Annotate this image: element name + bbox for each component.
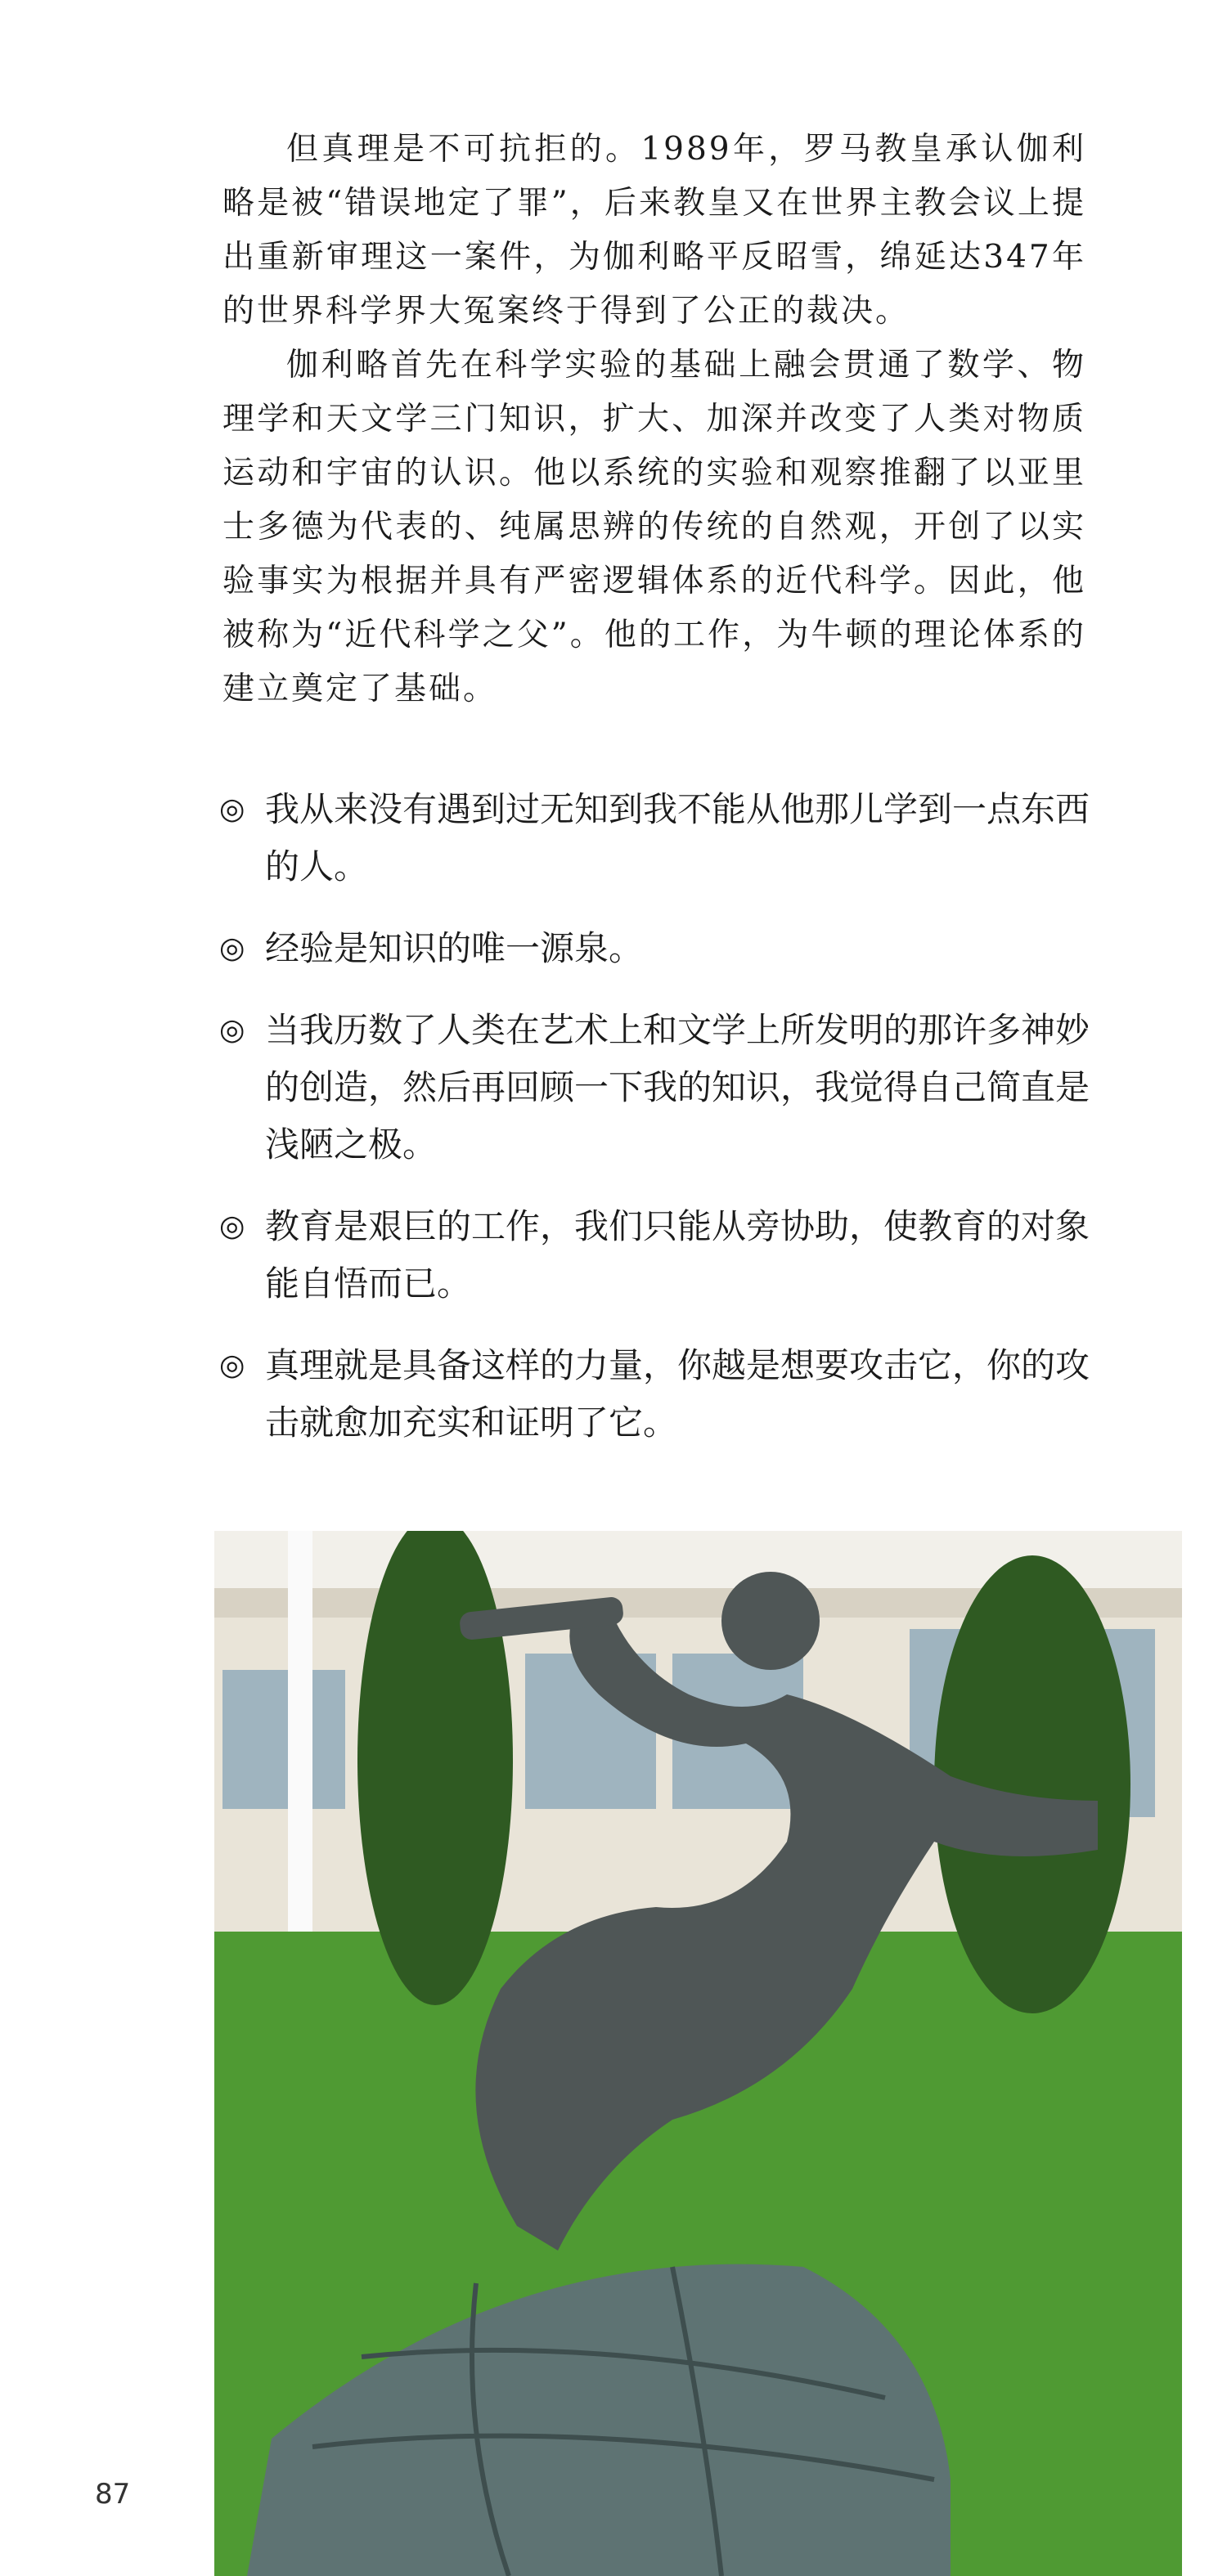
quote-text: 我从来没有遇到过无知到我不能从他那儿学到一点东西的人。	[265, 789, 1090, 886]
quote-text: 经验是知识的唯一源泉。	[265, 928, 644, 968]
statue-head	[721, 1572, 820, 1670]
statue-illustration	[214, 1531, 1182, 2576]
statue-photo	[214, 1531, 1182, 2576]
paragraph: 伽利略首先在科学实验的基础上融会贯通了数学、物理学和天文学三门知识，扩大、加深并改变了人类对物质运动和宇宙的认识。他以系统的实验和观察推翻了以亚里士多德为代表的、纯属思辨的传统的自然观，开创了以实验事实为根据并具有严密逻辑体系的近代科学。因此，他被称为“近代科学之父”。他的工作，为牛顿的理论体系的建立奠定了基础。	[222, 347, 1086, 707]
body-text	[222, 123, 1086, 716]
window	[222, 1670, 345, 1809]
bullet-icon: ◎	[219, 1209, 245, 1243]
quote-list	[219, 781, 1094, 1476]
page-number: 87	[95, 2478, 131, 2511]
quote-item	[219, 1337, 1094, 1452]
quote-text: 当我历数了人类在艺术上和文学上所发明的那许多神妙的创造，然后再回顾一下我的知识，我觉得自己简直是浅陋之极。	[265, 1010, 1090, 1165]
quote-text: 教育是艰巨的工作，我们只能从旁协助，使教育的对象能自悟而已。	[265, 1206, 1090, 1304]
bullet-icon: ◎	[219, 792, 245, 826]
quote-item	[219, 920, 1094, 977]
cypress-tree	[357, 1531, 513, 2005]
bullet-icon: ◎	[219, 931, 245, 965]
quote-text: 真理就是具备这样的力量，你越是想要攻击它，你的攻击就愈加充实和证明了它。	[265, 1345, 1090, 1443]
bullet-icon: ◎	[219, 1349, 245, 1382]
bullet-icon: ◎	[219, 1013, 245, 1047]
quote-item	[219, 781, 1094, 895]
quote-item	[219, 1002, 1094, 1174]
quote-item	[219, 1198, 1094, 1313]
pillar	[288, 1531, 312, 1956]
paragraph: 但真理是不可抗拒的。1989年，罗马教皇承认伽利略是被“错误地定了罪”，后来教皇又在世界主教会议上提出重新审理这一案件，为伽利略平反昭雪，绵延达347年的世界科学界大冤案终于得到了公正的裁决。	[222, 131, 1086, 330]
